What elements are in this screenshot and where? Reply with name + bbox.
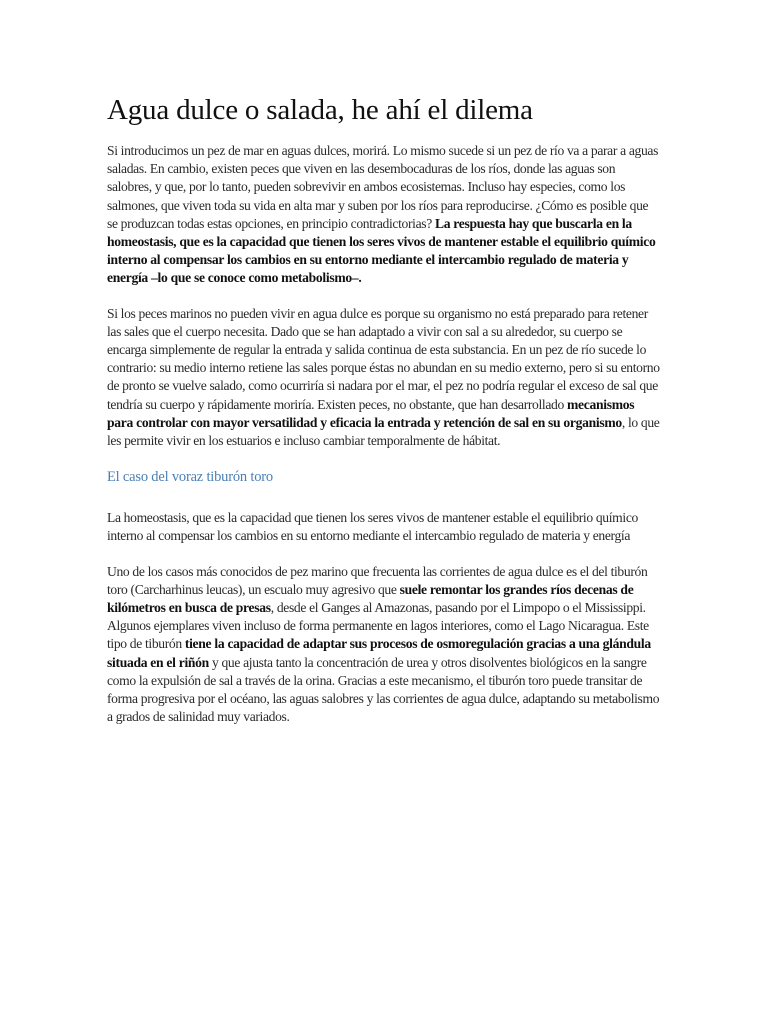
paragraph-text: Uno de los casos más conocidos de pez marino que frecuenta las corrientes de agua dulce es el del tiburón toro (Carcharhinus leucas), un escualo muy agresivo que [107, 563, 648, 597]
bold-text: La respuesta hay que buscarla en la homeostasis, que es la capacidad que tienen los seres vivos de mantener estable el equilibrio químico interno al compensar los cambios en su entorno mediante el intercambio regulado de materia y energía –lo que se conoce como metabolismo–. [107, 215, 656, 286]
paragraph-intro [107, 142, 660, 288]
paragraph-text: Si los peces marinos no pueden vivir en agua dulce es porque su organismo no está preparado para retener las sales que el cuerpo necesita. Dado que se han adaptado a vivir con sal a su alrededor, su cuerpo se encarga simplemente de regular la entrada y salida continua de esta substancia. En un pez de río sucede lo contrario: su medio interno retiene las sales porque éstas no abundan en su medio externo, pero si su entorno de pronto se vuelve salado, como ocurriría si nadara por el mar, el pez no podría regular el exceso de sal que tendría su cuerpo y rápidamente moriría. Existen peces, no obstante, que han desarrollado [107, 305, 660, 412]
document-page [107, 92, 660, 743]
article-title: Agua dulce o salada, he ahí el dilema [107, 94, 533, 126]
bold-text: mecanismos para controlar con mayor versatilidad y eficacia la entrada y retención de sal en su organismo [107, 396, 635, 430]
paragraph-text: , lo que les permite vivir en los estuarios e incluso cambiar temporalmente de hábitat. [107, 414, 660, 449]
paragraph-text: , desde el Ganges al Amazonas, pasando por el Limpopo o el Mississippi. Algunos ejemplares viven incluso de forma permanente en lagos interiores, como el Lago Nicaragua. Este tipo de tiburón [107, 600, 649, 652]
paragraph-homeostasis: La homeostasis, que es la capacidad que tienen los seres vivos de mantener estable el equilibrio químico interno al compensar los cambios en su entorno mediante el intercambio regulado de materia y energía [107, 510, 638, 544]
bold-text: suele remontar los grandes ríos decenas de kilómetros en busca de presas [107, 581, 634, 616]
bold-text: tiene la capacidad de adaptar sus procesos de osmoregulación gracias a una glándula situada en el riñón [107, 636, 651, 670]
paragraph-text: Si introducimos un pez de mar en aguas dulces, morirá. Lo mismo sucede si un pez de río va a parar a aguas saladas. En cambio, existen peces que viven en las desembocaduras de los ríos, donde las aguas son salobres, y que, por lo tanto, pueden sobrevivir en ambos ecosistemas. Incluso hay especies, como los salmones, que viven toda su vida en alta mar y suben por los ríos para reproducirse. ¿Cómo es posible que se produzcan todas estas opciones, en principio contradictorias? [107, 143, 659, 231]
section-heading: El caso del voraz tiburón toro [107, 469, 273, 486]
paragraph-bull-shark [107, 563, 660, 727]
paragraph-text: y que ajusta tanto la concentración de urea y otros disolventes biológicos en la sangre como la expulsión de sal a través de la orina. Gracias a este mecanismo, el tiburón toro puede transitar de forma progresiva por el océano, las aguas salobres y las corrientes de agua dulce, adaptando su metabolismo a grados de salinidad muy variados. [107, 654, 660, 725]
paragraph-marine-fish [107, 305, 660, 451]
